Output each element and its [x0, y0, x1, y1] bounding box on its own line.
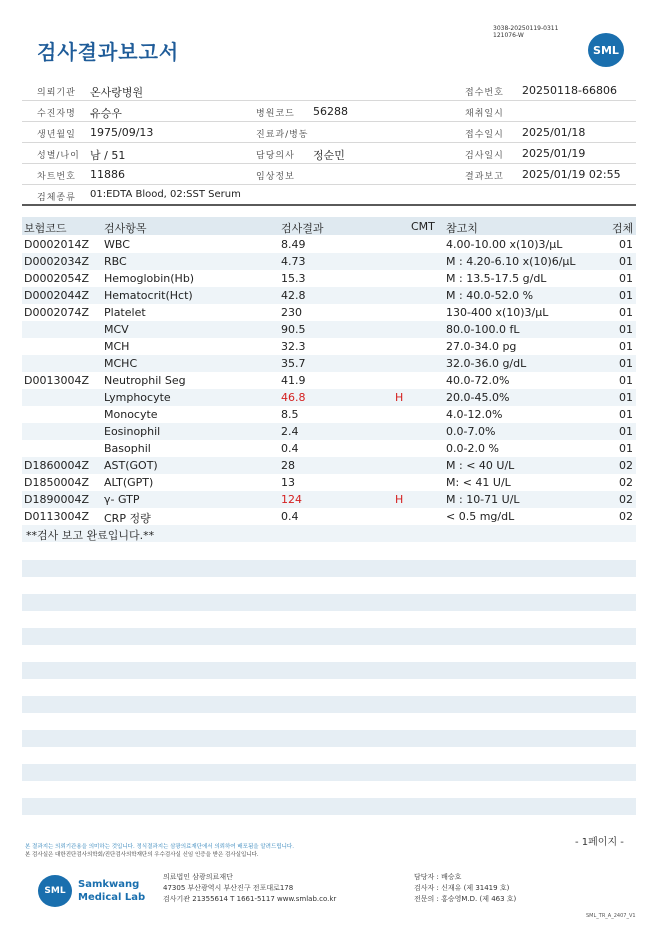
test-date-value: 2025/01/19: [522, 147, 586, 160]
cell-code: D0002034Z: [24, 255, 89, 268]
cell-item: MCV: [104, 323, 129, 336]
cell-result: 124: [281, 493, 302, 506]
cell-cmt: H: [395, 391, 404, 404]
cell-ref: 130-400 x(10)3/μL: [446, 306, 549, 319]
table-row: [22, 423, 636, 440]
cell-code: D0002074Z: [24, 306, 89, 319]
footer-cert-note: 본 검사실은 대한진단검사의학회/진단검사의학재단의 우수검사실 신임 인증을 받은 검사실입니다.: [25, 852, 259, 858]
col-cmt: CMT: [411, 220, 435, 233]
cell-result: 8.5: [281, 408, 299, 421]
cell-specimen: 01: [619, 340, 633, 353]
table-row: [22, 508, 636, 525]
cell-item: Monocyte: [104, 408, 158, 421]
clinical-label: 임상정보: [256, 172, 295, 182]
empty-row: [22, 764, 636, 781]
cell-cmt: H: [395, 493, 404, 506]
cell-ref: 32.0-36.0 g/dL: [446, 357, 527, 370]
birth-value: 1975/09/13: [90, 126, 154, 139]
cell-specimen: 02: [619, 510, 633, 523]
sml-logo: SML: [588, 33, 624, 67]
cell-specimen: 01: [619, 391, 633, 404]
completion-note: **검사 보고 완료입니다.**: [26, 529, 155, 542]
sex-age-label: 성별/나이: [37, 151, 80, 161]
empty-row: [22, 696, 636, 713]
cell-ref: M : 13.5-17.5 g/dL: [446, 272, 547, 285]
cell-ref: 4.0-12.0%: [446, 408, 503, 421]
org-name: Samkwang Medical Lab: [78, 879, 146, 903]
col-result: 검사결과: [281, 222, 324, 235]
col-code: 보험코드: [24, 222, 67, 235]
cell-result: 8.49: [281, 238, 306, 251]
cell-ref: M : 10-71 U/L: [446, 493, 520, 506]
patient-info: [22, 80, 636, 206]
footer-note: 본 결과지는 의뢰기관용을 의미하는 것입니다. 정식결과지는 삼광의료재단에서 의뢰하여 배포됨을 알려드립니다.: [25, 844, 294, 850]
hospital-value: 온사랑병원: [90, 86, 144, 99]
signatures: 담당자 : 배승호 검사자 : 신재유 (제 31419 호) 전문의 : 홍승영M.D. (제 463 호): [414, 873, 517, 903]
hospital-code-label: 병원코드: [256, 109, 295, 119]
cell-item: CRP 정량: [104, 512, 151, 525]
cell-specimen: 01: [619, 323, 633, 336]
empty-row: [22, 730, 636, 747]
info-row: [22, 185, 636, 206]
cell-code: D0002014Z: [24, 238, 89, 251]
cell-result: 32.3: [281, 340, 306, 353]
cell-specimen: 01: [619, 289, 633, 302]
empty-row: [22, 560, 636, 577]
report-date-label: 결과보고: [465, 172, 504, 182]
cell-specimen: 02: [619, 476, 633, 489]
page-title: 검사결과보고서: [37, 40, 180, 64]
cell-result: 15.3: [281, 272, 306, 285]
cell-result: 90.5: [281, 323, 306, 336]
cell-item: Neutrophil Seg: [104, 374, 186, 387]
specimen-label: 검체종류: [37, 193, 76, 203]
cell-item: ALT(GPT): [104, 476, 154, 489]
cell-specimen: 01: [619, 374, 633, 387]
col-ref: 참고치: [446, 222, 478, 235]
cell-item: Eosinophil: [104, 425, 161, 438]
cell-specimen: 01: [619, 425, 633, 438]
cell-result: 35.7: [281, 357, 306, 370]
table-row: [22, 304, 636, 321]
birth-label: 생년월일: [37, 130, 76, 140]
cell-code: D0002044Z: [24, 289, 89, 302]
cell-specimen: 02: [619, 459, 633, 472]
cell-ref: 40.0-72.0%: [446, 374, 510, 387]
patient-label: 수진자명: [37, 109, 76, 119]
test-date-label: 검사일시: [465, 151, 504, 161]
cell-item: RBC: [104, 255, 127, 268]
table-row: [22, 406, 636, 423]
table-row: [22, 389, 636, 406]
cell-item: WBC: [104, 238, 130, 251]
table-row: [22, 338, 636, 355]
receipt-no-value: 20250118-66806: [522, 84, 617, 97]
table-row: [22, 474, 636, 491]
receipt-date-label: 접수일시: [465, 130, 504, 140]
receipt-date-value: 2025/01/18: [522, 126, 586, 139]
cell-result: 42.8: [281, 289, 306, 302]
cell-specimen: 01: [619, 408, 633, 421]
cell-specimen: 01: [619, 272, 633, 285]
chart-no-value: 11886: [90, 168, 125, 181]
empty-row: [22, 798, 636, 815]
table-row: [22, 440, 636, 457]
dept-label: 진료과/병동: [256, 130, 309, 140]
cell-result: 2.4: [281, 425, 299, 438]
org-address: 의료법인 삼광의료재단 47305 부산광역시 부산진구 전포대로178 검사기관 21355614 T 1661-5117 www.smlab.co.kr: [163, 873, 337, 903]
empty-row: [22, 594, 636, 611]
cell-result: 0.4: [281, 510, 299, 523]
cell-item: MCHC: [104, 357, 138, 370]
info-row: [22, 101, 636, 122]
receipt-no-label: 접수번호: [465, 88, 504, 98]
table-row: [22, 372, 636, 389]
results-table: [22, 236, 636, 542]
page-number: - 1페이지 -: [575, 837, 624, 848]
cell-specimen: 01: [619, 238, 633, 251]
info-row: [22, 122, 636, 143]
cell-item: γ- GTP: [104, 493, 140, 506]
cell-result: 230: [281, 306, 302, 319]
cell-item: Lymphocyte: [104, 391, 171, 404]
doctor-label: 담당의사: [256, 151, 295, 161]
patient-value: 유승우: [90, 107, 122, 120]
cell-item: AST(GOT): [104, 459, 158, 472]
cell-ref: 20.0-45.0%: [446, 391, 510, 404]
hospital-label: 의뢰기관: [37, 88, 76, 98]
cell-ref: 0.0-2.0 %: [446, 442, 499, 455]
table-row: [22, 355, 636, 372]
cell-code: D0013004Z: [24, 374, 89, 387]
collect-date-label: 채취일시: [465, 109, 504, 119]
cell-ref: M: < 41 U/L: [446, 476, 511, 489]
document-id: 3038-20250119-0311 121076-W: [493, 25, 559, 39]
cell-result: 13: [281, 476, 295, 489]
cell-code: D0002054Z: [24, 272, 89, 285]
cell-result: 4.73: [281, 255, 306, 268]
info-row: [22, 143, 636, 164]
cell-specimen: 01: [619, 255, 633, 268]
cell-item: Hematocrit(Hct): [104, 289, 193, 302]
cell-ref: 0.0-7.0%: [446, 425, 496, 438]
footer-logo: SML: [38, 875, 72, 907]
table-row: [22, 457, 636, 474]
cell-item: Basophil: [104, 442, 151, 455]
cell-specimen: 01: [619, 357, 633, 370]
cell-code: D1890004Z: [24, 493, 89, 506]
cell-ref: 27.0-34.0 pg: [446, 340, 517, 353]
cell-ref: 80.0-100.0 fL: [446, 323, 520, 336]
cell-ref: M : 4.20-6.10 x(10)6/μL: [446, 255, 576, 268]
cell-result: 28: [281, 459, 295, 472]
sex-age-value: 남 / 51: [90, 149, 126, 162]
col-item: 검사항목: [104, 222, 147, 235]
cell-code: D0113004Z: [24, 510, 89, 523]
cell-specimen: 02: [619, 493, 633, 506]
col-specimen: 검체: [612, 222, 634, 235]
cell-item: MCH: [104, 340, 130, 353]
table-row: [22, 253, 636, 270]
form-code: SML_TR_A_2407_V1: [586, 913, 636, 919]
cell-result: 0.4: [281, 442, 299, 455]
table-row: [22, 491, 636, 508]
empty-row: [22, 628, 636, 645]
table-row: [22, 287, 636, 304]
cell-item: Platelet: [104, 306, 146, 319]
cell-result: 46.8: [281, 391, 306, 404]
report-date-value: 2025/01/19 02:55: [522, 168, 621, 181]
table-row: [22, 236, 636, 253]
table-row: [22, 321, 636, 338]
cell-ref: < 0.5 mg/dL: [446, 510, 515, 523]
cell-result: 41.9: [281, 374, 306, 387]
cell-specimen: 01: [619, 306, 633, 319]
cell-code: D1860004Z: [24, 459, 89, 472]
cell-specimen: 01: [619, 442, 633, 455]
doctor-value: 정순민: [313, 149, 345, 162]
cell-ref: 4.00-10.00 x(10)3/μL: [446, 238, 563, 251]
table-row: [22, 270, 636, 287]
empty-rows: [22, 560, 636, 832]
cell-code: D1850004Z: [24, 476, 89, 489]
hospital-code-value: 56288: [313, 105, 348, 118]
results-header: [22, 217, 636, 235]
info-row: [22, 80, 636, 101]
chart-no-label: 차트번호: [37, 172, 76, 182]
empty-row: [22, 662, 636, 679]
cell-item: Hemoglobin(Hb): [104, 272, 195, 285]
specimen-value: 01:EDTA Blood, 02:SST Serum: [90, 189, 241, 200]
completion-row: [22, 525, 636, 542]
info-row: [22, 164, 636, 185]
cell-ref: M : 40.0-52.0 %: [446, 289, 534, 302]
cell-ref: M : < 40 U/L: [446, 459, 515, 472]
